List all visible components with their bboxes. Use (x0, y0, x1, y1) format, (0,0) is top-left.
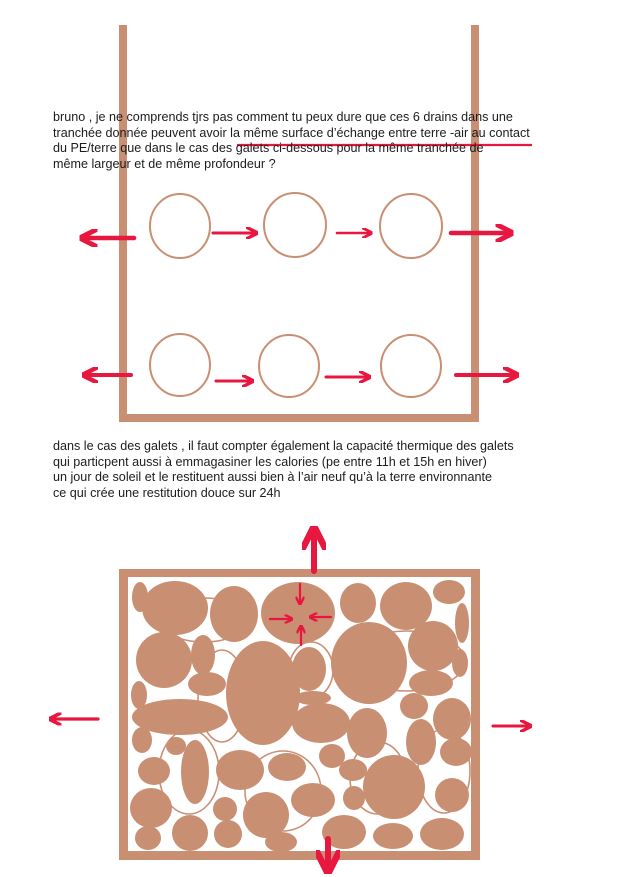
pebble (435, 778, 469, 812)
pebble (132, 727, 152, 753)
text-line: qui particpent aussi à emmagasiner les calories (pe entre 11h et 15h en hiver) (53, 454, 487, 469)
drain-pipe (259, 335, 319, 397)
pebble (291, 783, 335, 817)
pebble (340, 583, 376, 623)
pebble-trench-right-wall (471, 572, 480, 860)
text-line: même largeur et de même profondeur ? (53, 156, 276, 171)
pebble (331, 622, 407, 704)
pebble (216, 750, 264, 790)
pebble (214, 820, 242, 848)
drain-pipe (380, 194, 442, 258)
pebble-trench-top-wall (119, 569, 480, 577)
drain-row-1 (150, 193, 442, 258)
pebble (363, 755, 425, 819)
pebble (268, 753, 306, 781)
pebble (142, 581, 208, 635)
pebble (213, 797, 237, 821)
text-line: ce qui crée une restitution douce sur 24h (53, 485, 281, 500)
text-line: un jour de soleil et le restituent aussi bien à l’air neuf qu’à la terre environnante (53, 470, 492, 484)
trench-left-wall (119, 25, 127, 422)
pebble (131, 681, 147, 709)
pebble (226, 641, 300, 745)
drain-pipe (150, 334, 210, 396)
pebble (181, 740, 209, 804)
text-line: du PE/terre que dans le cas des galets ci-dessous pour la même tranchée de (53, 141, 484, 155)
pebble (172, 815, 208, 851)
pebble-trench-bottom-wall (119, 851, 480, 860)
pebble (138, 757, 170, 785)
pebbles-paragraph (53, 439, 514, 501)
drain-pipe (264, 193, 326, 257)
pebble (136, 632, 192, 688)
trench-bottom-wall (119, 414, 479, 422)
pebble (433, 580, 465, 604)
trench-right-wall (471, 25, 479, 422)
pebble (433, 698, 471, 740)
pebble (408, 621, 458, 671)
pebble-trench-left-wall (119, 572, 128, 860)
pebble (400, 693, 428, 719)
pebble (210, 586, 258, 642)
drain-row-2 (150, 334, 441, 397)
drain-pipe (150, 194, 210, 258)
pebble (455, 603, 469, 643)
text-line: dans le cas des galets , il faut compter également la capacité thermique des galets (53, 439, 514, 453)
pebble (265, 832, 297, 852)
pebble (347, 708, 387, 758)
pebble (373, 823, 413, 849)
pebble (130, 788, 172, 828)
pebble (406, 719, 436, 765)
pebble (420, 818, 464, 850)
question-paragraph (53, 110, 530, 172)
pebble (132, 582, 148, 612)
pebble (188, 672, 226, 696)
text-line: tranchée donnée peuvent avoir la même surface d’échange entre terre -air au contact (53, 125, 530, 140)
pebble (135, 826, 161, 850)
pebble (261, 582, 335, 644)
pebble-fill (130, 580, 472, 852)
text-line: bruno , je ne comprends tjrs pas comment tu peux dure que ces 6 drains dans une (53, 110, 513, 124)
drain-pipe (381, 335, 441, 397)
pebble (292, 703, 350, 743)
